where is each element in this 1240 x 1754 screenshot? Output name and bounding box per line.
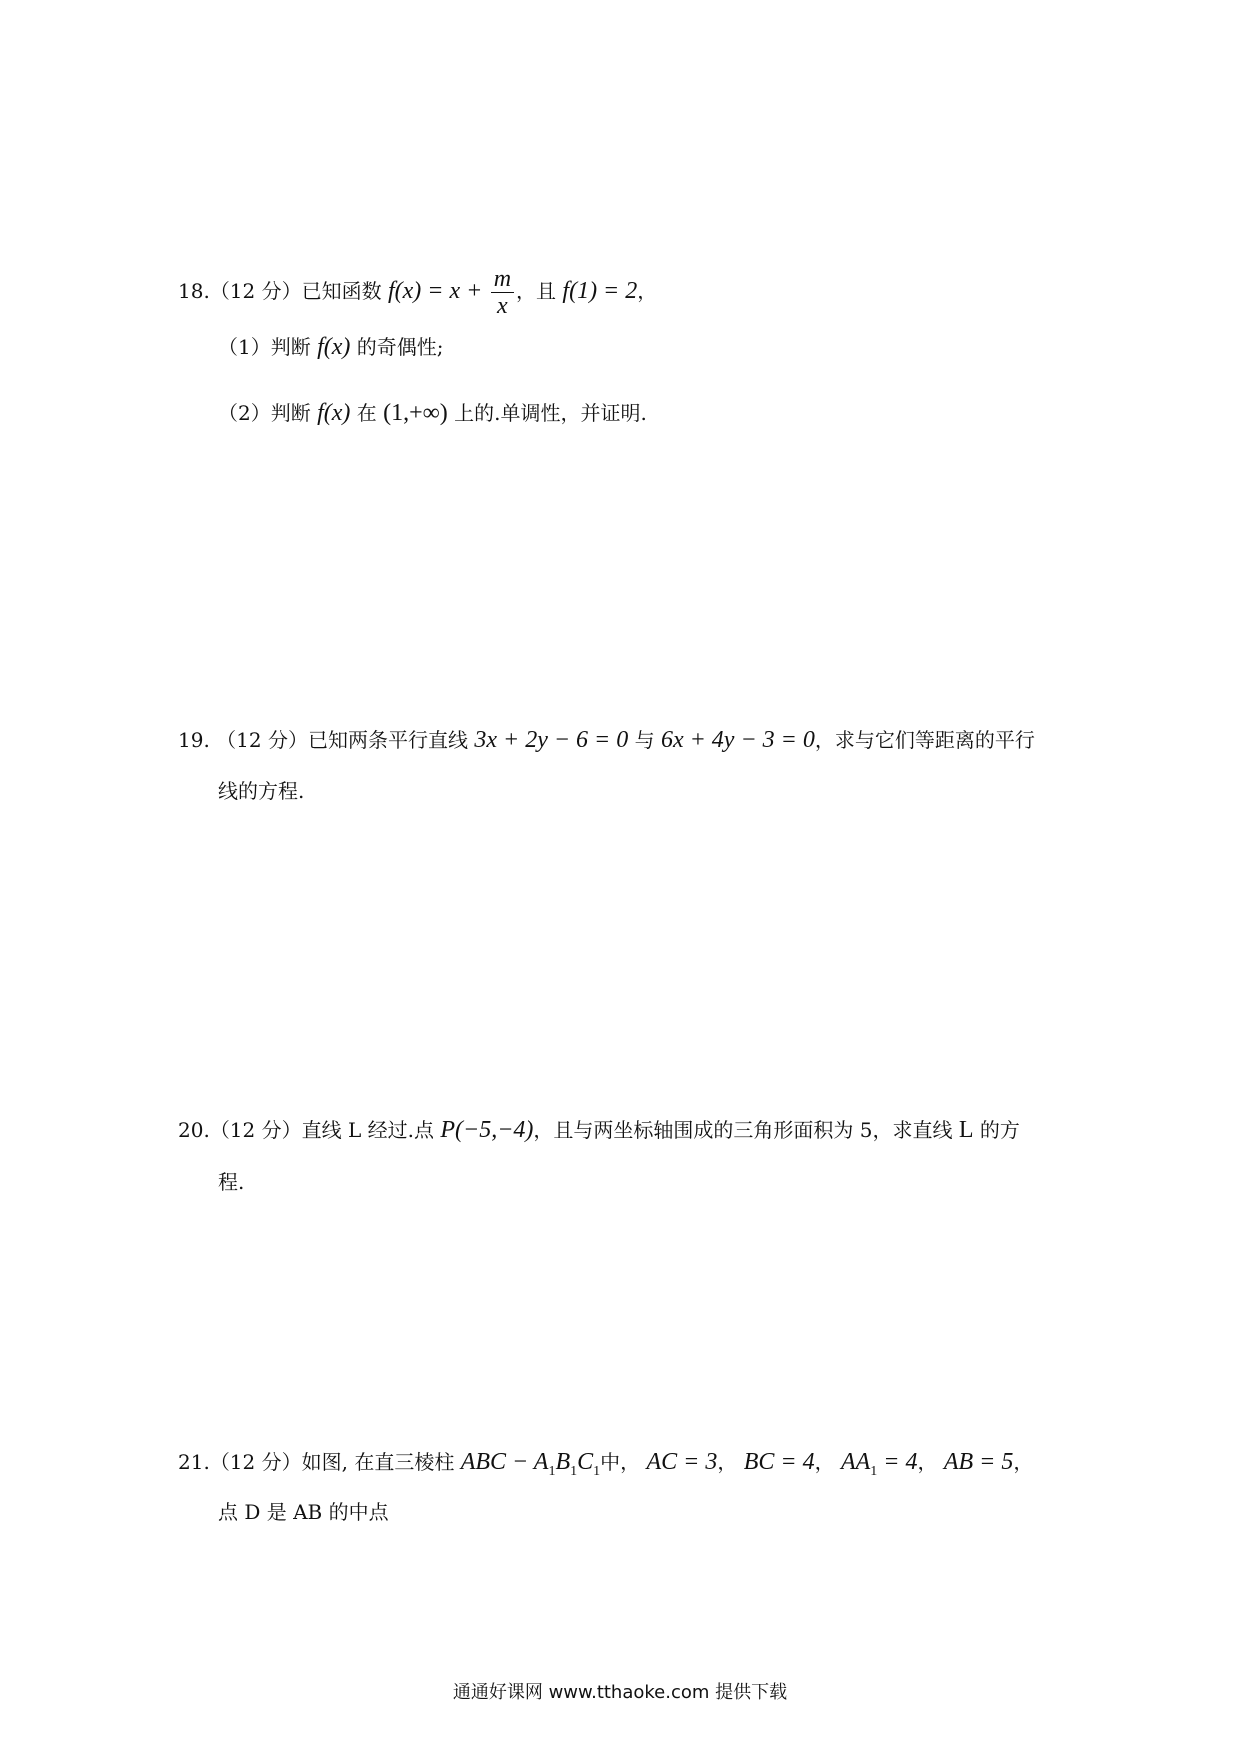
q20-tail: ，且与两坐标轴围成的三角形面积为 5，求直线 [533,1118,953,1142]
q21-lead: 如图, 在直三棱柱 [301,1450,455,1474]
q19-mid: 与 [634,728,655,752]
q21-aa-value: = 4 [877,1449,918,1475]
q18-part2-label: （2）判断 [218,401,311,425]
q18-part2-interval: (1,+∞) [383,400,448,426]
q18-frac-den: x [497,293,508,319]
q21-sub-a: 1 [548,1463,556,1479]
q18-part1-expr: f(x) [317,334,351,360]
q18-function: f(x) = x + [387,278,483,304]
q21-sep2: ， [814,1450,835,1474]
q18-stem [178,266,657,319]
q21-ab: AB = 5 [943,1449,1014,1475]
q20-line-name: L [958,1117,974,1143]
q18-part2-expr: f(x) [317,400,351,426]
q20-points: （12 分） [209,1118,302,1142]
q18-part1-text: 的奇偶性; [356,335,444,359]
q19-tail: ，求与它们等距离的平行 [814,728,1035,752]
q20-number: 20. [178,1118,210,1142]
page-footer: 通通好课网 www.tthaoke.com 提供下载 [452,1682,788,1703]
q20-tail2: 的方 [979,1118,1020,1142]
q21-number: 21. [178,1450,210,1474]
q18-number: 18. [178,279,210,303]
q21-points: （12 分） [209,1450,302,1474]
q19-points: （12 分） [216,728,308,752]
q18-part2 [218,398,647,428]
q21-mid: 中， [600,1450,641,1474]
q18-comma2: ， [637,279,658,303]
q18-part2-mid: 在 [356,401,377,425]
q21-sep3: ， [917,1450,938,1474]
q21-sep4: ， [1013,1450,1034,1474]
q21-prism-b: B [555,1449,571,1475]
q18-part1-label: （1）判断 [218,335,311,359]
q21-sub-b: 1 [570,1463,578,1479]
q21-sub-c: 1 [593,1463,601,1479]
q21-cont: 点 D 是 AB 的中点 [218,1500,389,1524]
q19-line1: 3x + 2y − 6 = 0 [474,727,629,753]
q18-part1 [218,332,444,362]
q21-ac: AC = 3 [646,1449,718,1475]
q20-cont: 程. [218,1170,245,1194]
q21-sep1: ， [717,1450,738,1474]
q19-line2: 6x + 4y − 3 = 0 [660,727,815,753]
q21-aa [840,1449,918,1479]
q19-cont: 线的方程. [218,779,305,803]
q20-lead: 直线 L 经过.点 [301,1118,434,1142]
q18-condition: f(1) = 2 [562,278,638,304]
q21-prism-c: C [577,1449,594,1475]
q19-number: 19. [178,728,210,752]
q18-comma1: ，且 [516,279,557,303]
q18-fraction [491,266,514,319]
q18-points: （12 分） [209,279,302,303]
q21-sub-aa: 1 [870,1463,878,1479]
q18-part2-text: 上的.单调性，并证明. [454,401,647,425]
q19-stem [178,725,1035,755]
q21-aa-label: AA [840,1449,871,1475]
q21-stem [178,1447,1033,1487]
q21-prism-a: ABC − A [460,1449,549,1475]
q21-bc: BC = 4 [743,1449,815,1475]
q20-stem [178,1115,1020,1145]
q20-point: P(−5,−4) [440,1117,534,1143]
q18-lead: 已知函数 [301,279,382,303]
q18-frac-num: m [491,266,514,293]
q21-prism [460,1449,601,1479]
q19-lead: 已知两条平行直线 [307,728,468,752]
